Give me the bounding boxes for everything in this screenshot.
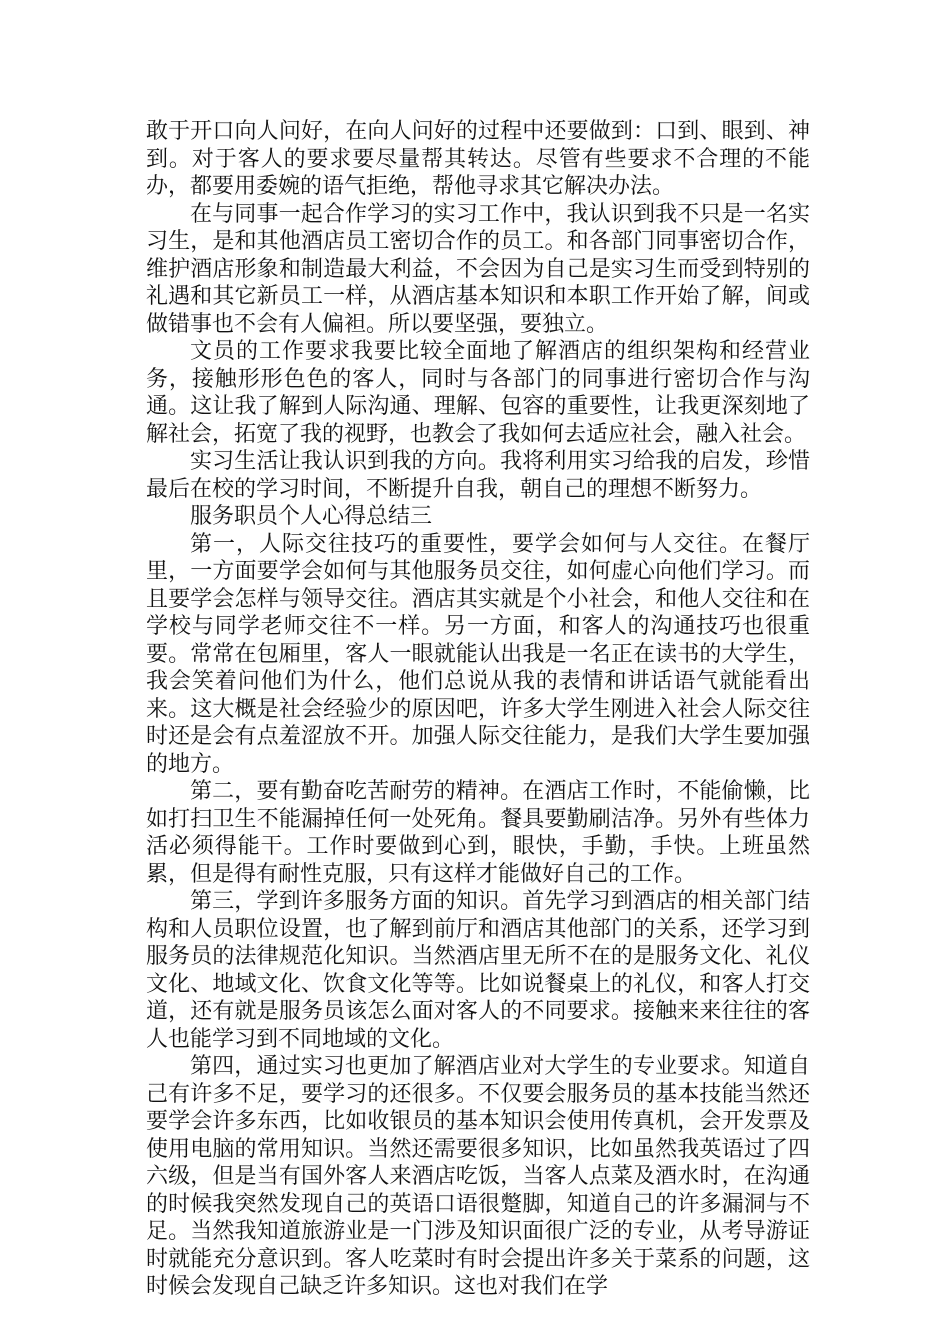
paragraph-2: 在与同事一起合作学习的实习工作中，我认识到我不只是一名实习生，是和其他酒店员工密切合作的员工。和各部门同事密切合作，维护酒店形象和制造最大利益，不会因为自己是实习生而受到特别的礼遇和其它新员工一样，从酒店基本知识和本职工作开始了解，间或做错事也不会有人偏袒。所以要坚强，要独立。 — [146, 201, 810, 337]
paragraph-6: 第二，要有勤奋吃苦耐劳的精神。在酒店工作时，不能偷懒，比如打扫卫生不能漏掉任何一处死角。餐具要勤刷洁净。另外有些体力活必须得能干。工作时要做到心到，眼快，手勤，手快。上班虽然累，但是得有耐性克服，只有这样才能做好自己的工作。 — [146, 779, 810, 887]
document-body — [146, 118, 810, 1301]
paragraph-5: 第一，人际交往技巧的重要性，要学会如何与人交往。在餐厅里，一方面要学会如何与其他服务员交往，如何虚心向他们学习。而且要学会怎样与领导交往。酒店其实就是个小社会，和他人交往和在学校与同学老师交往不一样。另一方面，和客人的沟通技巧也很重要。常常在包厢里，客人一眼就能认出我是一名正在读书的大学生，我会笑着问他们为什么，他们总说从我的表情和讲话语气就能看出来。这大概是社会经验少的原因吧，许多大学生刚进入社会人际交往时还是会有点羞涩放不开。加强人际交往能力，是我们大学生要加强的地方。 — [146, 531, 810, 777]
paragraph-8: 第四，通过实习也更加了解酒店业对大学生的专业要求。知道自己有许多不足，要学习的还很多。不仅要会服务员的基本技能当然还要学会许多东西，比如收银员的基本知识会使用传真机，会开发票及使用电脑的常用知识。当然还需要很多知识，比如虽然我英语过了四六级，但是当有国外客人来酒店吃饭，当客人点菜及酒水时，在沟通的时候我突然发现自己的英语口语很蹩脚，知道自己的许多漏洞与不足。当然我知道旅游业是一门涉及知识面很广泛的专业，从考导游证时就能充分意识到。客人吃菜时有时会提出许多关于菜系的问题，这时候会发现自己缺乏许多知识。这也对我们在学 — [146, 1054, 810, 1299]
paragraph-3: 文员的工作要求我要比较全面地了解酒店的组织架构和经营业务，接触形形色色的客人，同时与各部门的同事进行密切合作与沟通。这让我了解到人际沟通、理解、包容的重要性，让我更深刻地了解社会，拓宽了我的视野，也教会了我如何去适应社会，融入社会。 — [146, 339, 810, 447]
paragraph-4: 实习生活让我认识到我的方向。我将利用实习给我的启发，珍惜最后在校的学习时间，不断提升自我，朝自己的理想不断努力。 — [146, 449, 810, 502]
section-heading: 服务职员个人心得总结三 — [190, 504, 433, 529]
paragraph-1: 敢于开口向人问好，在向人问好的过程中还要做到：口到、眼到、神到。对于客人的要求要尽量帮其转达。尽管有些要求不合理的不能办，都要用委婉的语气拒绝，帮他寻求其它解决办法。 — [146, 119, 810, 199]
paragraph-7: 第三，学到许多服务方面的知识。首先学习到酒店的相关部门结构和人员职位设置，也了解到前厅和酒店其他部门的关系，还学习到服务员的法律规范化知识。当然酒店里无所不在的是服务文化、礼仪文化、地域文化、饮食文化等等。比如说餐桌上的礼仪，和客人打交道，还有就是服务员该怎么面对客人的不同要求。接触来来往往的客人也能学习到不同地域的文化。 — [146, 889, 810, 1052]
